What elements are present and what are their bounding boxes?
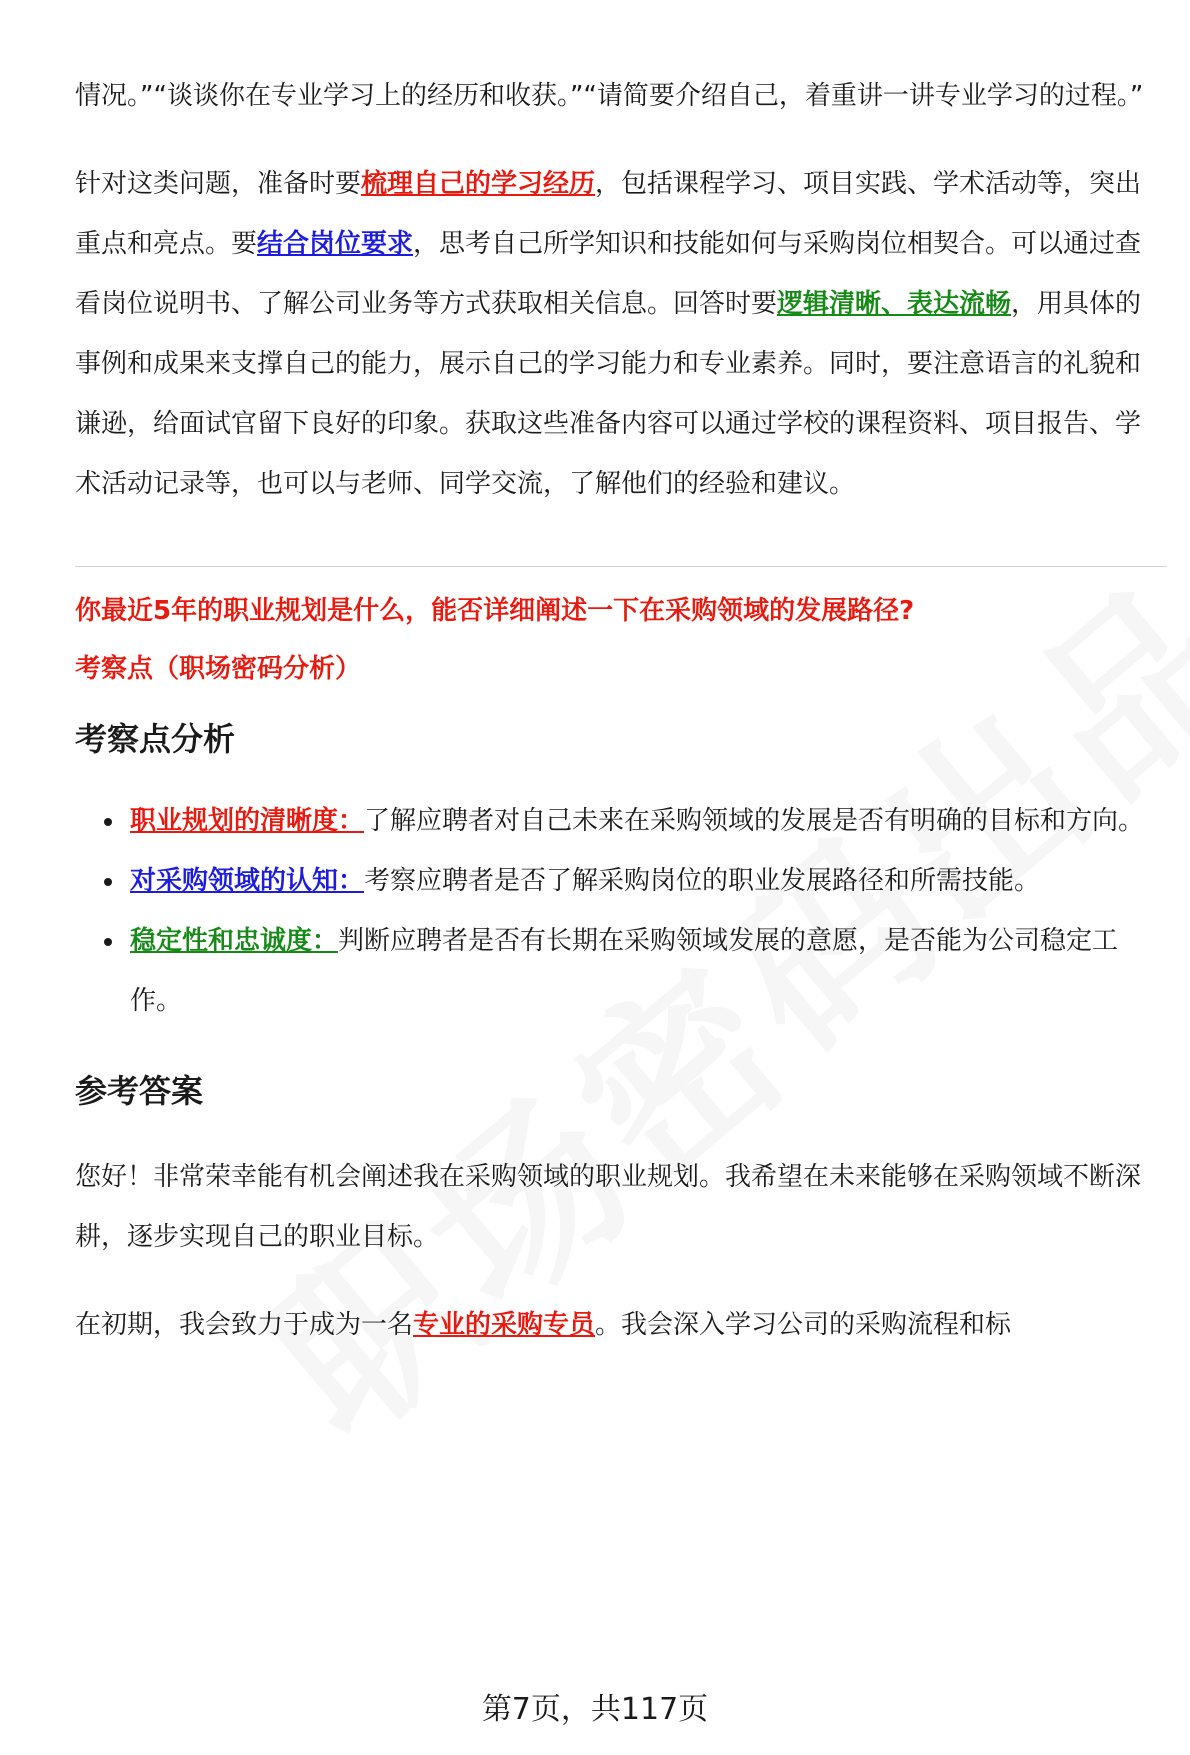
point-title: 对采购领域的认知： — [130, 866, 365, 896]
highlight-job-requirements: 结合岗位要求 — [257, 229, 414, 259]
point-title: 职业规划的清晰度： — [130, 806, 365, 836]
text: ，思考自己所学知识和技能如何与采购岗位相契合。可以通过查看岗位说明书、了解公司业务等方式获取相关信息。回答时要 — [75, 229, 1142, 319]
highlight-procurement-specialist: 专业的采购专员 — [413, 1310, 596, 1340]
highlight-clear-logic: 逻辑清晰、表达流畅 — [777, 289, 1012, 319]
paragraph-intro: 情况。”“谈谈你在专业学习上的经历和收获。”“请简要介绍自己，着重讲一讲专业学习的过程。” — [75, 81, 1144, 111]
document-page — [75, 66, 1165, 1355]
point-title: 稳定性和忠诚度： — [130, 926, 339, 956]
text: 。我会深入学习公司的采购流程和标 — [595, 1310, 1012, 1340]
analysis-heading: 考察点分析 — [75, 720, 236, 758]
point-text: 判断应聘者是否有长期在采购领域发展的意愿，是否能为公司稳定工作。 — [130, 926, 1119, 1016]
analysis-list — [75, 791, 1165, 1031]
section-divider — [75, 566, 1167, 567]
answer-paragraph-2 — [75, 1295, 1165, 1355]
text: ，用具体的事例和成果来支撑自己的能力，展示自己的学习能力和专业素养。同时，要注意语言的礼貌和谦逊，给面试官留下良好的印象。获取这些准备内容可以通过学校的课程资料、项目报告、学术活动记录等，也可以与老师、同学交流，了解他们的经验和建议。 — [75, 289, 1142, 499]
question-title: 你最近5年的职业规划是什么，能否详细阐述一下在采购领域的发展路径? — [75, 596, 915, 626]
list-item — [130, 911, 1165, 1031]
point-text: 了解应聘者对自己未来在采购领域的发展是否有明确的目标和方向。 — [364, 806, 1145, 836]
text: 在初期，我会致力于成为一名 — [75, 1310, 414, 1340]
answer-paragraph-1: 您好！非常荣幸能有机会阐述我在采购领域的职业规划。我希望在未来能够在采购领域不断深耕，逐步实现自己的职业目标。 — [75, 1162, 1142, 1252]
text: 针对这类问题，准备时要 — [75, 169, 362, 199]
paragraph-preparation — [75, 154, 1165, 514]
highlight-study-history: 梳理自己的学习经历 — [361, 169, 596, 199]
text: ，包括课程学习、项目实践、学术活动等，突出重点和亮点。要 — [75, 169, 1142, 259]
list-item — [130, 851, 1165, 911]
point-text: 考察应聘者是否了解采购岗位的职业发展路径和所需技能。 — [364, 866, 1041, 896]
focus-label: 考察点（职场密码分析） — [75, 654, 362, 684]
page-footer: 第7页，共117页 — [481, 1692, 709, 1727]
answer-heading: 参考答案 — [75, 1072, 204, 1110]
list-item — [130, 791, 1165, 851]
